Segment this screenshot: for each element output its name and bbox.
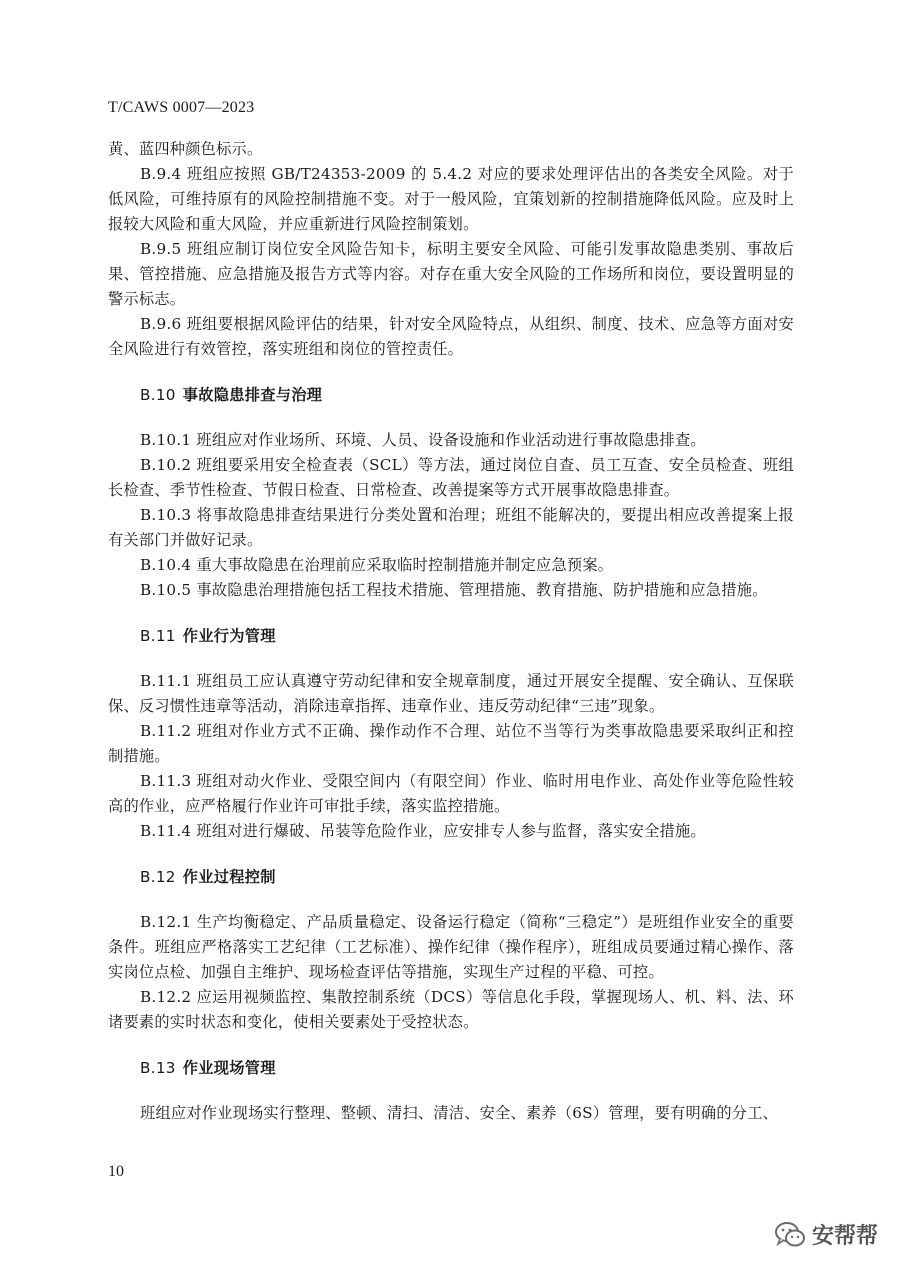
section-number: B.13	[140, 1059, 176, 1077]
section-heading	[108, 865, 794, 890]
paragraph: B.10.2 班组要采用安全检查表（SCL）等方法，通过岗位自查、员工互查、安全员检查、班组长检查、季节性检查、节假日检查、日常检查、改善提案等方式开展事故隐患排查。	[108, 456, 794, 499]
standard-code: T/CAWS 0007—2023	[108, 99, 255, 116]
section-number: B.10	[140, 386, 176, 404]
page-number: 10	[108, 1163, 124, 1180]
paragraph: B.9.5 班组应制订岗位安全风险告知卡，标明主要安全风险、可能引发事故隐患类别、事故后果、管控措施、应急措施及报告方式等内容。对存在重大安全风险的工作场所和岗位，要设置明显的警示标志。	[108, 240, 794, 308]
section-heading	[108, 624, 794, 649]
paragraph: B.11.2 班组对作业方式不正确、操作动作不合理、站位不当等行为类事故隐患要采取纠正和控制措施。	[108, 722, 794, 765]
paragraph: 班组应对作业现场实行整理、整顿、清扫、清洁、安全、素养（6S）管理，要有明确的分工、	[140, 1104, 779, 1122]
watermark-text: 安帮帮	[812, 1224, 879, 1249]
section-heading	[108, 1056, 794, 1081]
paragraph: 黄、蓝四种颜色标示。	[108, 140, 263, 158]
paragraph: B.11.3 班组对动火作业、受限空间内（有限空间）作业、临时用电作业、高处作业等危险性较高的作业，应严格履行作业许可审批手续，落实监控措施。	[108, 772, 794, 815]
section-title: 作业行为管理	[182, 627, 276, 645]
section-heading	[108, 383, 794, 408]
paragraph: B.11.1 班组员工应认真遵守劳动纪律和安全规章制度，通过开展安全提醒、安全确认、互保联保、反习惯性违章等活动，消除违章指挥、违章作业、违反劳动纪律“三违”现象。	[108, 672, 794, 715]
section-title: 事故隐患排查与治理	[182, 386, 323, 404]
paragraph: B.9.4 班组应按照 GB/T24353-2009 的 5.4.2 对应的要求处理评估出的各类安全风险。对于低风险，可维持原有的风险控制措施不变。对于一般风险，宜策划新的控制措施降低风险。应及时上报较大风险和重大风险，并应重新进行风险控制策划。	[108, 165, 794, 233]
wechat-icon	[774, 1221, 806, 1249]
section-number: B.12	[140, 868, 176, 886]
paragraph: B.10.3 将事故隐患排查结果进行分类处置和治理；班组不能解决的，要提出相应改善提案上报有关部门并做好记录。	[108, 506, 794, 549]
section-number: B.11	[140, 627, 176, 645]
paragraph: B.11.4 班组对进行爆破、吊装等危险作业，应安排专人参与监督，落实安全措施。	[140, 822, 706, 840]
watermark	[774, 1219, 878, 1250]
section-title: 作业现场管理	[182, 1059, 276, 1077]
paragraph: B.12.1 生产均衡稳定、产品质量稳定、设备运行稳定（简称“三稳定”）是班组作业安全的重要条件。班组应严格落实工艺纪律（工艺标准）、操作纪律（操作程序），班组成员要通过精心操作、落实岗位点检、加强自主维护、现场检查评估等措施，实现生产过程的平稳、可控。	[108, 913, 794, 981]
paragraph: B.10.1 班组应对作业场所、环境、人员、设备设施和作业活动进行事故隐患排查。	[140, 431, 706, 449]
document-body	[108, 137, 794, 1126]
section-title: 作业过程控制	[182, 868, 276, 886]
paragraph: B.10.4 重大事故隐患在治理前应采取临时控制措施并制定应急预案。	[140, 556, 614, 574]
paragraph: B.9.6 班组要根据风险评估的结果，针对安全风险特点，从组织、制度、技术、应急等方面对安全风险进行有效管控，落实班组和岗位的管控责任。	[108, 315, 794, 358]
paragraph: B.12.2 应运用视频监控、集散控制系统（DCS）等信息化手段，掌握现场人、机、料、法、环诸要素的实时状态和变化，使相关要素处于受控状态。	[108, 988, 794, 1031]
paragraph: B.10.5 事故隐患治理措施包括工程技术措施、管理措施、教育措施、防护措施和应急措施。	[140, 581, 768, 599]
